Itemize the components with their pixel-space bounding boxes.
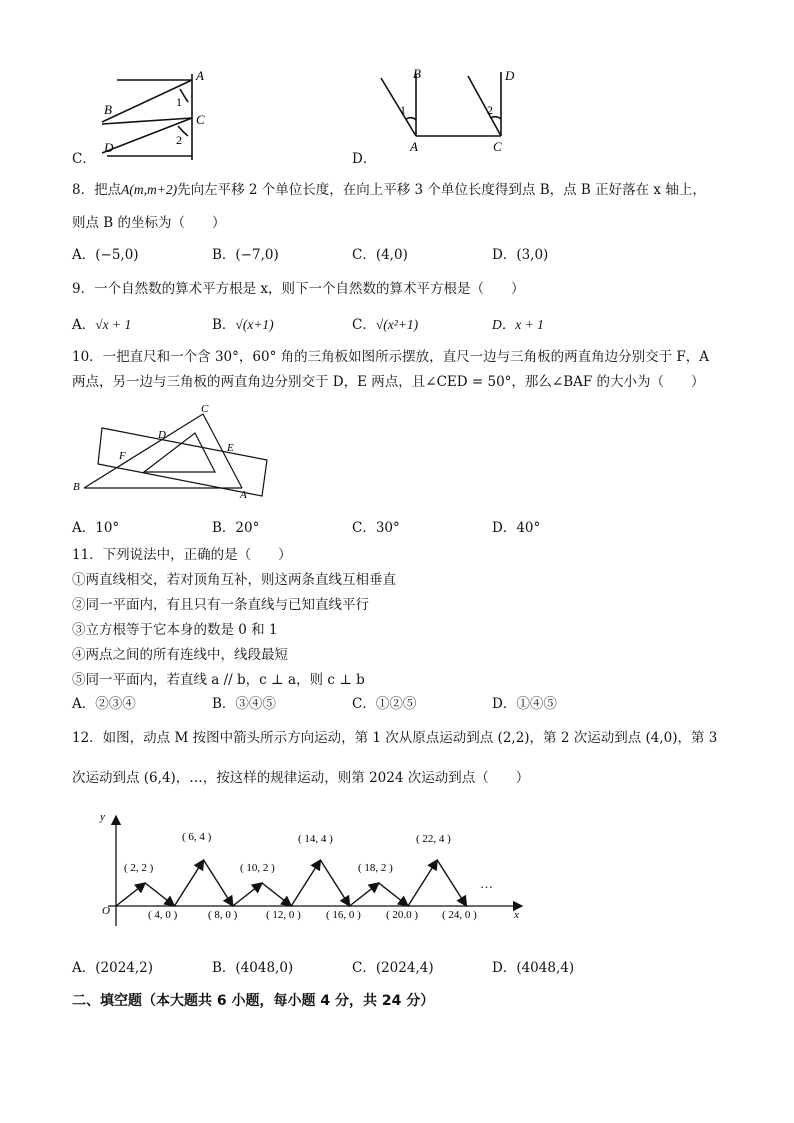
- q12-bottom-label-4: ( 16, 0 ): [326, 909, 361, 921]
- q9-text: 9．一个自然数的算术平方根是 x，则下一个自然数的算术平方根是（ ）: [72, 281, 525, 297]
- q11-option-d[interactable]: D．①④⑤: [492, 696, 557, 712]
- q9-option-a-label: A．: [72, 317, 96, 333]
- q7-figure-c: [92, 66, 222, 161]
- q7d-label-2: 2: [487, 103, 493, 117]
- q7d-label-1: 1: [400, 103, 406, 117]
- q9-option-c-label: C．: [352, 317, 376, 333]
- q11-option-b[interactable]: B．③④⑤: [212, 696, 276, 712]
- q8-option-d[interactable]: D．(3,0): [492, 247, 549, 263]
- q12-ellipsis: …: [480, 876, 493, 891]
- q7-figure-d: [376, 64, 526, 154]
- q10-line-2: 两点，另一边与三角板的两直角边分别交于 D，E 两点，且∠CED = 50°，那么∠BAF 的大小为（ ）: [72, 374, 705, 390]
- q7-opt-c-label: C．: [72, 151, 96, 167]
- q12-top-label-3: ( 10, 2 ): [240, 862, 275, 874]
- q12-move-segment: [174, 860, 203, 906]
- q12-move-segment: [408, 860, 437, 906]
- q8-line-2: 则点 B 的坐标为（ ）: [72, 215, 226, 231]
- q7c-label-c: C: [196, 112, 205, 127]
- q12-move-segment: [379, 883, 408, 906]
- q10-line-1: 10．一把直尺和一个含 30°，60° 角的三角板如图所示摆放，直尺一边与三角板的两直角边分别交于 F，A: [72, 349, 710, 365]
- q12-move-segment: [145, 883, 174, 906]
- q12-axis-y-label: y: [100, 811, 105, 823]
- q11-statement-5: ⑤同一平面内，若直线 a // b，c ⊥ a，则 c ⊥ b: [72, 672, 365, 688]
- q12-top-label-6: ( 22, 4 ): [416, 833, 451, 845]
- q7c-label-2: 2: [176, 133, 182, 147]
- q12-move-segment: [437, 860, 466, 906]
- q10-label-f: F: [119, 450, 126, 462]
- q12-option-c[interactable]: C．(2024,4): [352, 960, 434, 976]
- q9-option-a-expr: √x + 1: [95, 317, 132, 332]
- q7c-label-1: 1: [176, 95, 182, 109]
- q10-label-c: C: [201, 403, 209, 415]
- q12-option-b[interactable]: B．(4048,0): [212, 960, 294, 976]
- q12-move-segment: [291, 860, 320, 906]
- q9-option-c[interactable]: [352, 313, 418, 333]
- q8-point: A(m,m+2): [121, 182, 178, 197]
- q12-move-segment: [320, 860, 349, 906]
- q9-option-a[interactable]: [72, 313, 131, 333]
- q9-option-d[interactable]: D．x + 1: [492, 317, 544, 332]
- q11-option-a[interactable]: A．②③④: [72, 696, 136, 712]
- q12-move-segment: [233, 883, 262, 906]
- q12-bottom-label-2: ( 8, 0 ): [208, 909, 238, 921]
- q10-option-b[interactable]: B．20°: [212, 520, 260, 536]
- q10-option-c[interactable]: C．30°: [352, 520, 400, 536]
- q12-top-label-4: ( 14, 4 ): [298, 833, 333, 845]
- q8-line-1-rest: 先向左平移 2 个单位长度，在向上平移 3 个单位长度得到点 B，点 B 正好落在 x 轴上，: [177, 182, 706, 198]
- q12-bottom-label-1: ( 4, 0 ): [148, 909, 178, 921]
- q8-line-1: [72, 178, 706, 198]
- q10-figure: [70, 400, 280, 500]
- q12-figure: [90, 808, 530, 936]
- q7-opt-d-label: D．: [352, 151, 377, 167]
- q10-label-a: A: [240, 489, 247, 500]
- q12-option-d[interactable]: D．(4048,4): [492, 960, 575, 976]
- q12-axis-x-label: x: [514, 909, 519, 921]
- q12-top-label-1: ( 2, 2 ): [124, 862, 154, 874]
- q12-bottom-label-5: ( 20.0 ): [386, 909, 419, 921]
- q12-bottom-label-6: ( 24, 0 ): [442, 909, 477, 921]
- q11-statement-2: ②同一平面内，有且只有一条直线与已知直线平行: [72, 597, 369, 613]
- q12-move-segment: [116, 883, 145, 906]
- q8-prefix: 8．把点: [72, 182, 122, 198]
- q12-line-1: 12．如图，动点 M 按图中箭头所示方向运动，第 1 次从原点运动到点 (2,2)，第 2 次运动到点 (4,0)，第 3: [72, 730, 718, 746]
- q8-option-a[interactable]: A．(−5,0): [72, 247, 139, 263]
- q9-option-c-expr: √(x²+1): [375, 317, 419, 332]
- q8-option-b[interactable]: B．(−7,0): [212, 247, 279, 263]
- section-2-title: 二、填空题（本大题共 6 小题，每小题 4 分，共 24 分）: [72, 993, 435, 1009]
- q7c-label-d: D: [104, 140, 114, 155]
- q12-origin-label: O: [102, 905, 110, 917]
- q7d-label-a: A: [410, 139, 418, 154]
- q12-move-segment: [262, 883, 291, 906]
- q11-statement-4: ④两点之间的所有连线中，线段最短: [72, 647, 288, 663]
- q12-top-label-5: ( 18, 2 ): [358, 862, 393, 874]
- q11-option-c[interactable]: C．①②⑤: [352, 696, 417, 712]
- q8-option-c[interactable]: C．(4,0): [352, 247, 408, 263]
- q10-label-d: D: [158, 429, 166, 441]
- q9-option-b-label: B．: [212, 317, 236, 333]
- q12-line-2: 次运动到点 (6,4)，…，按这样的规律运动，则第 2024 次运动到点（ ）: [72, 770, 530, 786]
- q7d-label-d: D: [505, 68, 515, 83]
- q7c-label-b: B: [104, 102, 112, 117]
- q7d-label-c: C: [493, 139, 502, 154]
- q12-move-segment: [350, 883, 379, 906]
- q11-statement-1: ①两直线相交，若对顶角互补，则这两条直线互相垂直: [72, 572, 396, 588]
- q7c-label-a: A: [196, 68, 204, 83]
- q10-option-d[interactable]: D．40°: [492, 520, 541, 536]
- q10-label-e: E: [227, 442, 234, 454]
- q11-statement-3: ③立方根等于它本身的数是 0 和 1: [72, 622, 278, 638]
- q10-option-a[interactable]: A．10°: [72, 520, 120, 536]
- q11-text: 11．下列说法中，正确的是（ ）: [72, 547, 292, 563]
- q12-move-segment: [204, 860, 233, 906]
- q10-label-b: B: [73, 481, 80, 493]
- q12-bottom-label-3: ( 12, 0 ): [266, 909, 301, 921]
- q12-top-label-2: ( 6, 4 ): [182, 831, 212, 843]
- q9-option-b-expr: √(x+1): [235, 317, 274, 332]
- q9-option-b[interactable]: [212, 313, 274, 333]
- q12-option-a[interactable]: A．(2024,2): [72, 960, 154, 976]
- q7d-label-b: B: [413, 66, 421, 81]
